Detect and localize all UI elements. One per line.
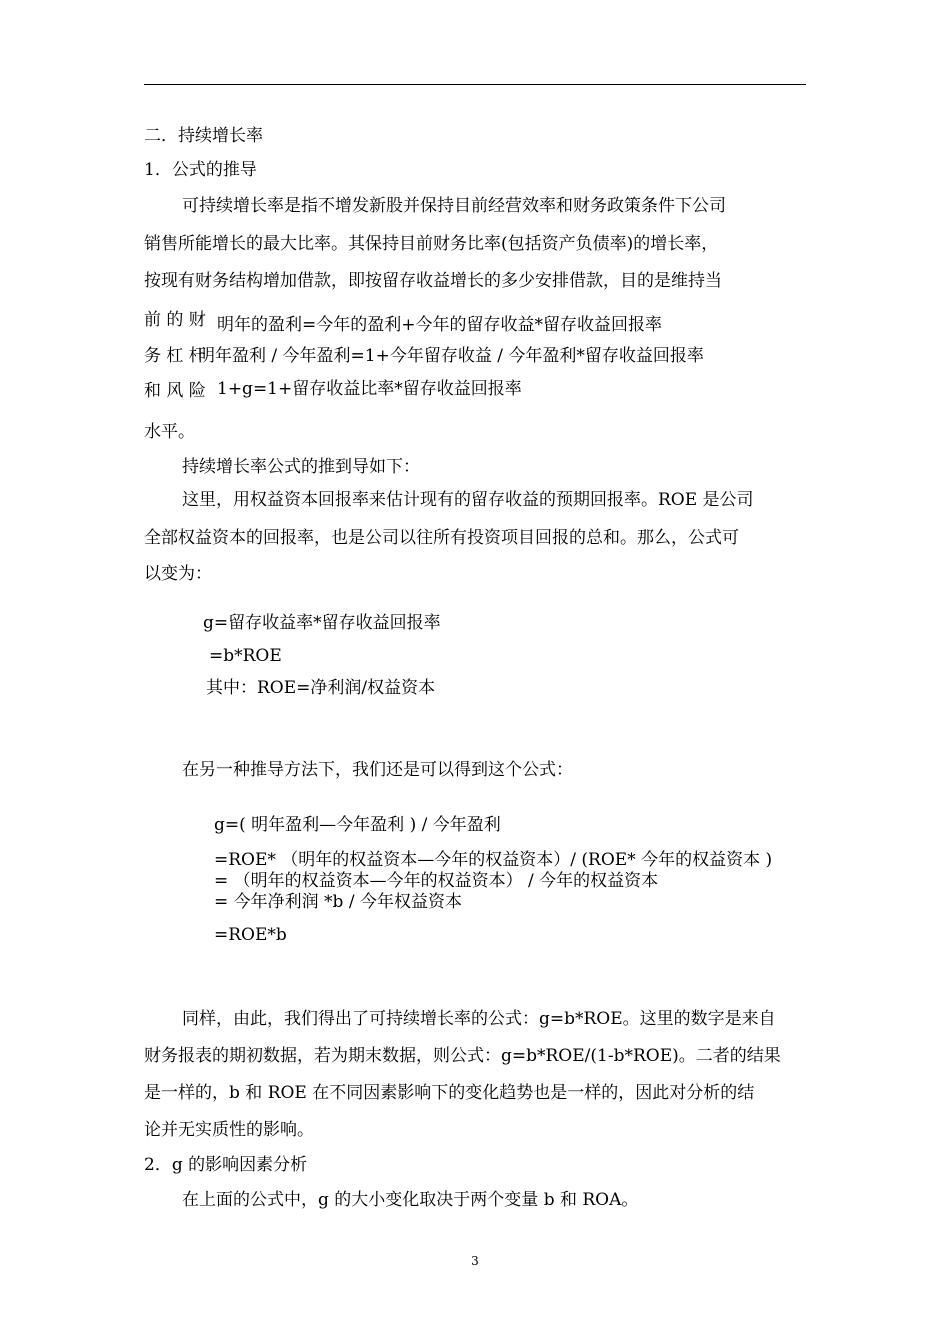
paragraph-1-wrap-left-3: 和 风 险 — [144, 381, 206, 401]
header-rule — [144, 84, 806, 85]
paragraph-1-tail: 水平。 — [144, 422, 195, 442]
paragraph-5-line-1: 同样，由此，我们得出了可持续增长率的公式：g=b*ROE。这里的数字是来自 — [182, 1009, 776, 1029]
paragraph-6: 在上面的公式中，g 的大小变化取决于两个变量 b 和 ROA。 — [182, 1190, 639, 1210]
formula-2-line-2: =ROE* （明年的权益资本—今年的权益资本）/ (ROE* 今年的权益资本 ) — [214, 850, 773, 870]
paragraph-5-line-2: 财务报表的期初数据，若为期末数据，则公式：g=b*ROE/(1-b*ROE)。二者的结果 — [144, 1046, 781, 1066]
paragraph-2: 持续增长率公式的推到导如下： — [182, 457, 420, 477]
paragraph-3-line-3: 以变为： — [144, 564, 212, 584]
paragraph-1-line-2: 销售所能增长的最大比率。其保持目前财务比率(包括资产负债率)的增长率， — [144, 234, 719, 254]
formula-1-line-3: 其中：ROE=净利润/权益资本 — [206, 678, 436, 698]
section-heading: 二．持续增长率 — [144, 126, 263, 146]
subsection-heading-1: 1．公式的推导 — [144, 160, 257, 180]
paragraph-3-line-2: 全部权益资本的回报率，也是公司以往所有投资项目回报的总和。那么，公式可 — [144, 528, 739, 548]
overlay-formula-1: 明年的盈利=今年的盈利+今年的留存收益*留存收益回报率 — [217, 315, 662, 335]
page-number: 3 — [471, 1254, 479, 1268]
formula-1-line-2: =b*ROE — [209, 646, 282, 666]
overlay-formula-2: 明年盈利 / 今年盈利=1+今年留存收益 / 今年盈利*留存收益回报率 — [198, 346, 704, 366]
paragraph-5-line-3: 是一样的，b 和 ROE 在不同因素影响下的变化趋势也是一样的，因此对分析的结 — [144, 1083, 755, 1103]
subsection-heading-2: 2．g 的影响因素分析 — [144, 1155, 308, 1175]
paragraph-1-wrap-left-1: 前 的 财 — [144, 310, 206, 330]
overlay-formula-3: 1+g=1+留存收益比率*留存收益回报率 — [217, 379, 522, 399]
formula-2-line-1: g=( 明年盈利—今年盈利 ) / 今年盈利 — [214, 815, 501, 835]
paragraph-1-line-3: 按现有财务结构增加借款，即按留存收益增长的多少安排借款，目的是维持当 — [144, 271, 722, 291]
paragraph-3-line-1: 这里，用权益资本回报率来估计现有的留存收益的预期回报率。ROE 是公司 — [182, 490, 754, 510]
formula-1-line-1: g=留存收益率*留存收益回报率 — [203, 613, 441, 633]
paragraph-1-line-1: 可持续增长率是指不增发新股并保持目前经营效率和财务政策条件下公司 — [182, 196, 726, 216]
paragraph-5-line-4: 论并无实质性的影响。 — [144, 1120, 314, 1140]
formula-2-line-5: =ROE*b — [214, 925, 287, 945]
formula-2-line-3: = （明年的权益资本—今年的权益资本） / 今年的权益资本 — [214, 871, 659, 891]
formula-2-line-4: = 今年净利润 *b / 今年权益资本 — [214, 892, 462, 912]
paragraph-1-wrap-left-2: 务 杠 杆 — [144, 346, 206, 366]
paragraph-4: 在另一种推导方法下，我们还是可以得到这个公式： — [182, 760, 573, 780]
